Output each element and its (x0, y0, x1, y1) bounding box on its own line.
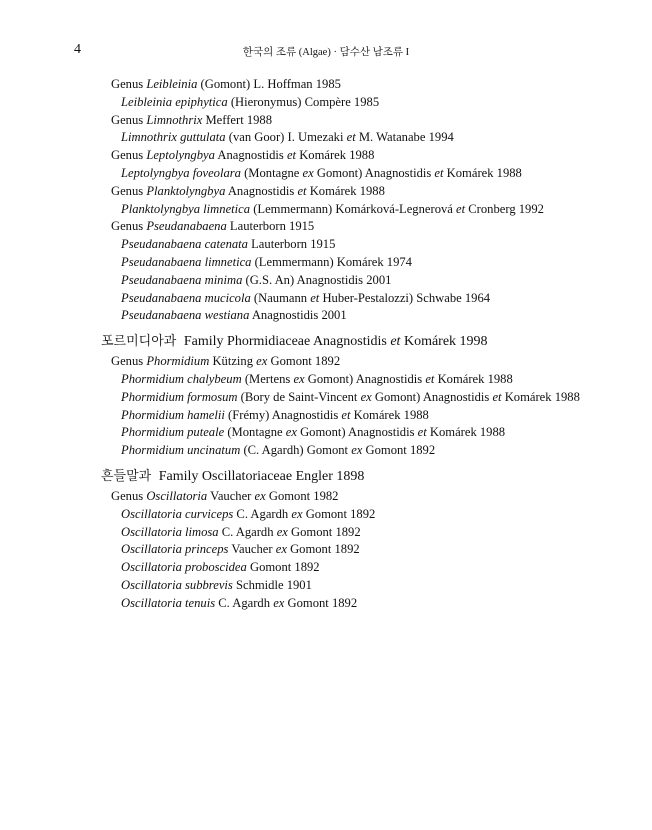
authority: C. Agardh (218, 524, 277, 539)
authority: Gomont) Anagnostidis (371, 389, 493, 404)
taxon-name: Oscillatoria (146, 488, 208, 503)
connector: ex (273, 595, 285, 610)
authority: Gomont 1892 (246, 560, 320, 575)
authority: (Mertens (241, 371, 294, 386)
genus-entry (0, 147, 652, 165)
species-entry (0, 506, 652, 524)
connector: ex (276, 524, 288, 539)
genus-label: Genus (111, 148, 147, 163)
genus-entry (0, 218, 652, 236)
taxon-name: Oscillatoria curviceps (121, 506, 234, 521)
species-entry (0, 424, 652, 442)
authority: Meffert 1988 (202, 112, 273, 127)
authority: Anagnostidis 2001 (249, 308, 347, 323)
authority: Komárek 1988 (434, 371, 513, 386)
authority: Lauterborn 1915 (226, 219, 315, 234)
authority: Gomont) Anagnostidis (304, 371, 426, 386)
genus-label: Genus (111, 112, 147, 127)
species-entry (0, 165, 652, 183)
authority: (Gomont) L. Hoffman 1985 (197, 77, 341, 91)
taxon-name: Leptolyngbya (146, 148, 215, 163)
authority: Gomont 1892 (286, 542, 360, 557)
connector: ex (302, 165, 314, 180)
connector: et (286, 148, 297, 163)
taxon-name: Pseudanabaena westiana (121, 308, 250, 323)
connector: ex (256, 354, 268, 369)
species-entry (0, 371, 652, 389)
taxon-name: Phormidium puteale (121, 425, 225, 440)
species-entry (0, 577, 652, 595)
authority: (Montagne (224, 425, 286, 440)
connector: et (297, 183, 307, 198)
taxon-name: Limnothrix guttulata (121, 130, 226, 145)
authority: Cronberg 1992 (465, 201, 544, 216)
connector: et (310, 290, 320, 305)
taxon-name: Limnothrix (146, 112, 203, 127)
connector: et (417, 425, 427, 440)
species-entry (0, 201, 652, 219)
connector: ex (360, 389, 372, 404)
family-heading (0, 466, 652, 488)
species-entry (0, 389, 652, 407)
species-entry (0, 290, 652, 308)
species-entry (0, 541, 652, 559)
authority: Komárek 1988 (501, 389, 580, 404)
authority: Komárek 1988 (443, 165, 522, 180)
genus-label: Genus (111, 488, 147, 503)
connector: et (434, 165, 444, 180)
species-entry (0, 559, 652, 577)
authority: (Lemmermann) Komárková-Legnerová (250, 201, 457, 216)
family-authority: Komárek 1998 (400, 334, 488, 350)
connector: ex (285, 425, 297, 440)
species-entry (0, 254, 652, 272)
authority: (Naumann (250, 290, 311, 305)
family-heading (0, 331, 652, 353)
authority: Komárek 1988 (296, 148, 375, 163)
connector: et (341, 407, 351, 422)
connector: et (425, 371, 435, 386)
authority: Komárek 1988 (350, 407, 429, 422)
genus-label: Genus (111, 77, 147, 91)
family-korean-name: 흔들말과 (101, 468, 152, 484)
authority: C. Agardh (233, 506, 292, 521)
genus-label: Genus (111, 354, 147, 369)
taxon-name: Leptolyngbya foveolara (121, 165, 241, 180)
authority: Huber-Pestalozzi) Schwabe 1964 (319, 290, 491, 305)
authority: Lauterborn 1915 (247, 237, 336, 252)
connector: ex (254, 488, 266, 503)
family-korean-name: 포르미디아과 (101, 334, 177, 350)
connector: et (492, 389, 502, 404)
taxon-name: Pseudanabaena (146, 219, 227, 234)
species-entry (0, 307, 652, 325)
genus-entry (0, 353, 652, 371)
species-entry (0, 524, 652, 542)
authority: Gomont) Anagnostidis (313, 165, 435, 180)
connector: et (456, 201, 466, 216)
authority: Gomont 1982 (265, 488, 339, 503)
authority: (Hieronymus) Compère 1985 (227, 94, 380, 109)
authority: Gomont 1892 (362, 443, 436, 458)
taxon-name: Phormidium hamelii (121, 407, 225, 422)
taxon-name: Oscillatoria limosa (121, 524, 219, 539)
taxon-name: Oscillatoria princeps (121, 542, 229, 557)
authority: (G.S. An) Anagnostidis 2001 (242, 272, 392, 287)
species-entry (0, 442, 652, 460)
authority: Gomont) Anagnostidis (296, 425, 418, 440)
taxon-list (0, 76, 652, 613)
genus-entry (0, 112, 652, 130)
taxon-name: Leibleinia (146, 77, 198, 91)
authority: C. Agardh (215, 595, 274, 610)
taxon-name: Phormidium formosum (121, 389, 238, 404)
genus-entry (0, 488, 652, 506)
authority: (Bory de Saint-Vincent (237, 389, 361, 404)
taxon-name: Pseudanabaena limnetica (121, 254, 252, 269)
taxon-name: Pseudanabaena catenata (121, 237, 248, 252)
genus-label: Genus (111, 183, 147, 198)
family-name: Family Phormidiaceae Anagnostidis (180, 334, 391, 350)
species-entry (0, 595, 652, 613)
genus-entry (0, 76, 652, 94)
taxon-name: Oscillatoria proboscidea (121, 560, 247, 575)
authority: Gomont 1892 (284, 595, 358, 610)
taxon-name: Pseudanabaena minima (121, 272, 243, 287)
connector: ex (275, 542, 287, 557)
taxon-name: Phormidium uncinatum (121, 443, 241, 458)
taxon-name: Pseudanabaena mucicola (121, 290, 251, 305)
authority: (Frémy) Anagnostidis (224, 407, 342, 422)
taxon-name: Planktolyngbya limnetica (121, 201, 251, 216)
authority: Vaucher (207, 488, 255, 503)
family-name: Family Oscillatoriaceae Engler 1898 (155, 468, 365, 484)
authority: Gomont 1892 (302, 506, 376, 521)
taxon-name: Planktolyngbya (146, 183, 226, 198)
species-entry (0, 272, 652, 290)
connector: ex (351, 443, 363, 458)
taxon-name: Oscillatoria subbrevis (121, 577, 233, 592)
authority: (Lemmermann) Komárek 1974 (251, 254, 412, 269)
authority: Gomont 1892 (287, 524, 361, 539)
taxon-name: Phormidium (146, 354, 210, 369)
species-entry (0, 94, 652, 112)
running-head: 한국의 조류 (Algae) · 담수산 남조류 I (242, 47, 410, 58)
connector: et (346, 130, 356, 145)
authority: M. Watanabe 1994 (355, 130, 454, 145)
taxon-name: Phormidium chalybeum (121, 371, 242, 386)
genus-entry (0, 183, 652, 201)
taxon-name: Oscillatoria tenuis (121, 595, 216, 610)
authority: Anagnostidis (214, 148, 287, 163)
page-number: 4 (74, 42, 81, 57)
connector: ex (291, 506, 303, 521)
taxon-name: Leibleinia epiphytica (121, 94, 228, 109)
authority: Vaucher (228, 542, 276, 557)
species-entry (0, 236, 652, 254)
authority: Schmidle 1901 (232, 577, 312, 592)
species-entry (0, 407, 652, 425)
authority: Kützing (209, 354, 257, 369)
family-connector: et (390, 334, 401, 350)
species-entry (0, 129, 652, 147)
authority: (Montagne (240, 165, 303, 180)
authority: Gomont 1892 (267, 354, 341, 369)
authority: (van Goor) I. Umezaki (225, 130, 347, 145)
authority: (C. Agardh) Gomont (240, 443, 352, 458)
connector: ex (293, 371, 305, 386)
authority: Komárek 1988 (426, 425, 506, 440)
authority: Komárek 1988 (306, 183, 385, 198)
genus-label: Genus (111, 219, 147, 234)
authority: Anagnostidis (225, 183, 298, 198)
